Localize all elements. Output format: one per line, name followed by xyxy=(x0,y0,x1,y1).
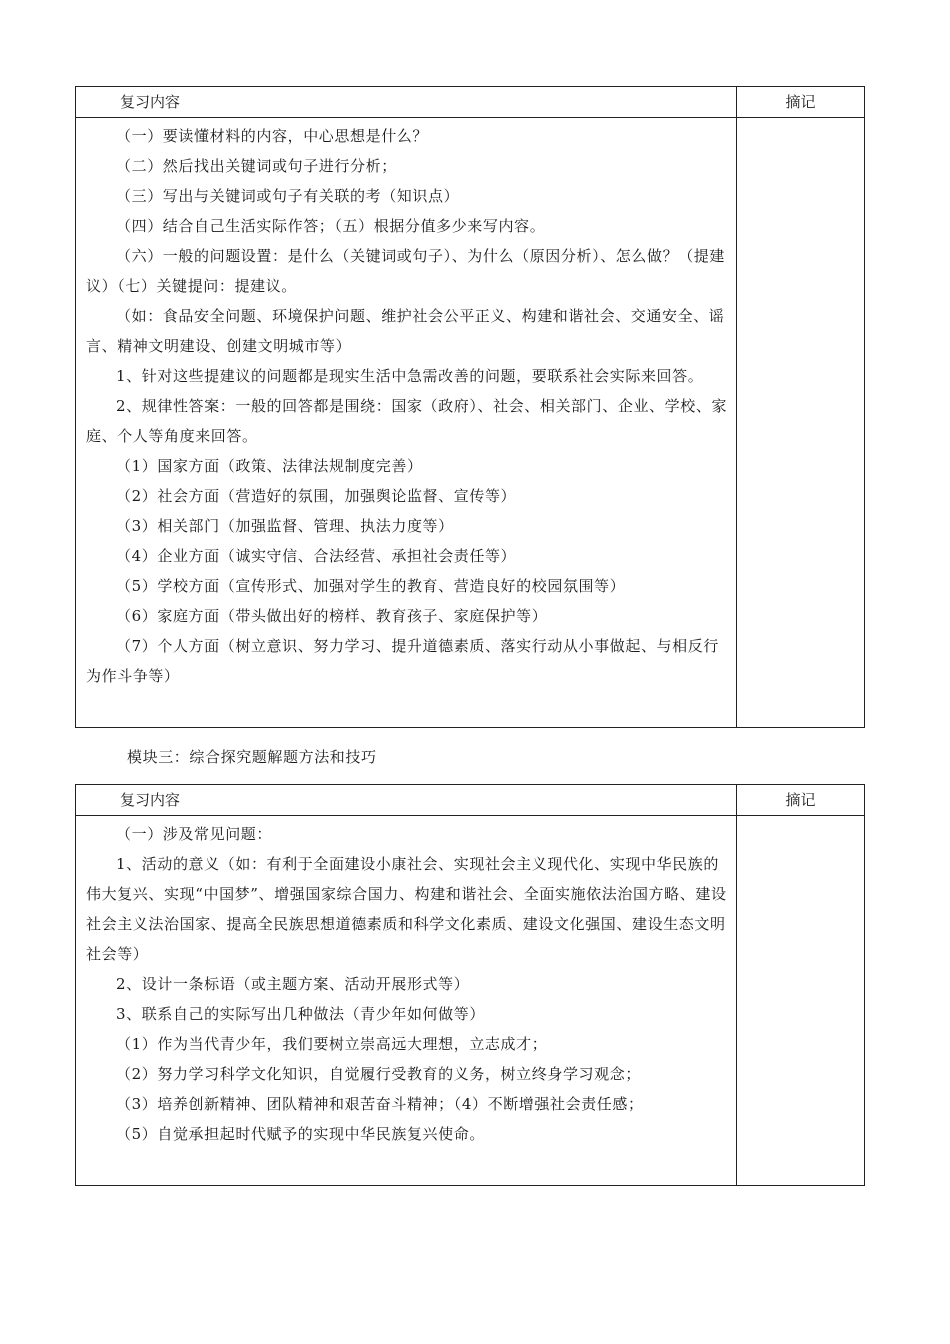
paragraph: （二）然后找出关键词或句子进行分析； xyxy=(116,157,397,175)
paragraph: （1）作为当代青少年，我们要树立崇高远大理想，立志成才； xyxy=(116,1035,548,1053)
notes-cell xyxy=(737,118,865,728)
paragraph: （3）相关部门（加强监督、管理、执法力度等） xyxy=(116,517,454,535)
paragraph: （六）一般的问题设置：是什么（关键词或句子）、为什么（原因分析）、怎么做？（提建议）（七）关键提问：提建议。 xyxy=(86,247,726,295)
table-body-row xyxy=(76,118,865,728)
review-table-1 xyxy=(75,86,865,728)
paragraph: 2、规律性答案：一般的回答都是围绕：国家（政府）、社会、相关部门、企业、学校、家庭、个人等角度来回答。 xyxy=(86,397,728,445)
paragraph: （一）涉及常见问题： xyxy=(116,825,273,843)
header-notes: 摘记 xyxy=(737,87,865,118)
review-content-cell xyxy=(76,118,737,728)
paragraph: （2）社会方面（营造好的氛围，加强舆论监督、宣传等） xyxy=(116,487,517,505)
paragraph: （3）培养创新精神、团队精神和艰苦奋斗精神；（4）不断增强社会责任感； xyxy=(116,1095,644,1113)
header-review-content: 复习内容 xyxy=(76,87,737,118)
paragraph: 1、活动的意义（如：有利于全面建设小康社会、实现社会主义现代化、实现中华民族的伟大复兴、实现“中国梦”、增强国家综合国力、构建和谐社会、全面实施依法治国方略、建设社会主义法治国家、提高全民族思想道德素质和科学文化素质、建设文化强国、建设生态文明社会等） xyxy=(86,855,727,963)
paragraph: （四）结合自己生活实际作答；（五）根据分值多少来写内容。 xyxy=(116,217,546,235)
paragraph: （5）自觉承担起时代赋予的实现中华民族复兴使命。 xyxy=(116,1125,485,1143)
section-title: 模块三：综合探究题解题方法和技巧 xyxy=(127,748,377,766)
paragraph: （一）要读懂材料的内容，中心思想是什么？ xyxy=(116,127,429,145)
table-header-row xyxy=(76,785,865,816)
paragraph: （2）努力学习科学文化知识，自觉履行受教育的义务，树立终身学习观念； xyxy=(116,1065,641,1083)
paragraph: 2、设计一条标语（或主题方案、活动开展形式等） xyxy=(116,975,470,993)
review-content-cell xyxy=(76,816,737,1186)
paragraph: 3、联系自己的实际写出几种做法（青少年如何做等） xyxy=(116,1005,485,1023)
paragraph: （4）企业方面（诚实守信、合法经营、承担社会责任等） xyxy=(116,547,517,565)
paragraph: （7）个人方面（树立意识、努力学习、提升道德素质、落实行动从小事做起、与相反行为作斗争等） xyxy=(86,637,719,685)
notes-cell xyxy=(737,816,865,1186)
paragraph: 1、针对这些提建议的问题都是现实生活中急需改善的问题，要联系社会实际来回答。 xyxy=(116,367,704,385)
review-table-2 xyxy=(75,784,865,1186)
table-header-row xyxy=(76,87,865,118)
paragraph: （5）学校方面（宣传形式、加强对学生的教育、营造良好的校园氛围等） xyxy=(116,577,626,595)
paragraph: （1）国家方面（政策、法律法规制度完善） xyxy=(116,457,423,475)
paragraph: （三）写出与关键词或句子有关联的考（知识点） xyxy=(116,187,460,205)
paragraph: （如：食品安全问题、环境保护问题、维护社会公平正义、构建和谐社会、交通安全、谣言、精神文明建设、创建文明城市等） xyxy=(86,307,725,355)
table-body-row xyxy=(76,816,865,1186)
header-notes: 摘记 xyxy=(737,785,865,816)
header-review-content: 复习内容 xyxy=(76,785,737,816)
paragraph: （6）家庭方面（带头做出好的榜样、教育孩子、家庭保护等） xyxy=(116,607,548,625)
